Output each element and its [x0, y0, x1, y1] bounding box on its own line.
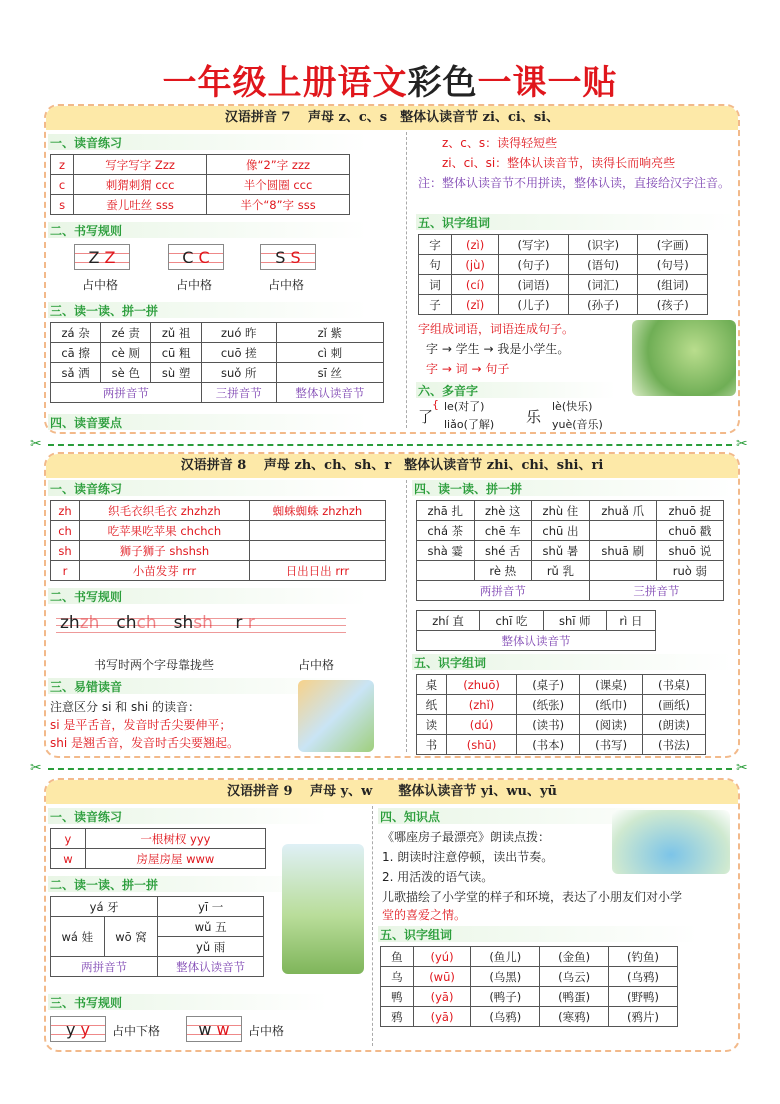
illustration-geese-pond: [612, 810, 730, 874]
rule-text: z、c、s：读得轻短些: [442, 136, 558, 150]
table-cell: 狮子狮子 shshsh: [80, 541, 250, 561]
table-cell: shuā 刷: [589, 541, 656, 561]
table-cell: (cí): [452, 275, 499, 295]
table-cell: 半个“8”字 sss: [207, 195, 350, 215]
table-cell: 书: [417, 735, 447, 755]
table-cell: ch: [51, 521, 80, 541]
poly-char: 乐: [526, 408, 542, 426]
table-cell: zhè 这: [474, 501, 532, 521]
table-cell: (书写): [580, 735, 643, 755]
table-cell: zhù 住: [532, 501, 590, 521]
table-row: [51, 175, 350, 195]
subheading: 四、知识点: [378, 808, 698, 824]
words-table: [380, 946, 678, 1027]
writing-box: y y: [50, 1016, 106, 1042]
subheading: 三、易错读音: [48, 678, 368, 694]
table-cell: 一根树杈 yyy: [85, 829, 265, 849]
table-row: [51, 561, 386, 581]
table-cell: (zì): [452, 235, 499, 255]
writing-note: 占中格: [298, 658, 335, 672]
note-text: 字 → 学生 → 我是小学生。: [426, 342, 570, 356]
table-row: [51, 383, 384, 403]
table-cell: [589, 561, 656, 581]
table-cell: (纸巾): [580, 695, 643, 715]
table-cell: (句号): [638, 255, 708, 275]
table-cell: (鸭蛋): [540, 987, 609, 1007]
table-cell: 整体认读音节: [158, 957, 264, 977]
poly-reading: liǎo(了解): [444, 418, 495, 431]
table-row: [51, 155, 350, 175]
table-row: [417, 541, 724, 561]
table-cell: chá 茶: [417, 521, 475, 541]
writing-label: 占中格: [82, 278, 119, 292]
subheading: 二、书写规则: [48, 222, 368, 238]
table-cell: (组词): [638, 275, 708, 295]
table-cell: chuō 戳: [656, 521, 723, 541]
table-cell: 桌: [417, 675, 447, 695]
poly-reading: le(对了): [444, 400, 485, 413]
subheading: 二、书写规则: [48, 588, 368, 604]
table-cell: (yú): [413, 947, 471, 967]
scissors-icon: ✂: [30, 436, 42, 452]
rule-text: zi、ci、si：整体认读音节，读得长而响亮些: [442, 156, 676, 170]
table-cell: (wū): [413, 967, 471, 987]
table-row: [51, 521, 386, 541]
illustration-reading-child: [632, 320, 736, 396]
subheading: 三、读一读、拼一拼: [48, 302, 368, 318]
subheading: 五、识字组词: [378, 926, 698, 942]
table-row: [51, 343, 384, 363]
table-cell: (shū): [446, 735, 516, 755]
section-header: 汉语拼音 7 声母 z、c、s 整体认读音节 zi、ci、si、: [46, 106, 738, 130]
poly-reading: {: [432, 398, 439, 411]
table-cell: chū 出: [532, 521, 590, 541]
table-cell: wá 娃: [51, 917, 105, 957]
table-row: [381, 1007, 678, 1027]
writing-label: 占中格: [248, 1024, 285, 1038]
writing-box: Z Z: [74, 244, 130, 270]
table-cell: [249, 541, 385, 561]
table-row: [51, 897, 264, 917]
writing-box: w w: [186, 1016, 242, 1042]
table-cell: yǔ 雨: [158, 937, 264, 957]
table-cell: zh: [51, 501, 80, 521]
writing-label: 占中下格: [112, 1024, 161, 1038]
table-cell: (语句): [568, 255, 638, 275]
cut-line: [48, 444, 732, 446]
table-row: [381, 947, 678, 967]
reading-table: [50, 154, 350, 215]
table-cell: c: [51, 175, 74, 195]
subheading: 四、读音要点: [48, 414, 368, 430]
table-row: [417, 631, 656, 651]
table-cell: (鸦片): [609, 1007, 678, 1027]
table-cell: zé 责: [101, 323, 151, 343]
tip-text: 《哪座房子最漂亮》朗读点拨：: [382, 830, 551, 844]
reading-table: [50, 500, 386, 581]
table-row: [51, 957, 264, 977]
table-cell: 纸: [417, 695, 447, 715]
table-cell: zhā 扎: [417, 501, 475, 521]
table-cell: (写字): [499, 235, 569, 255]
table-cell: shī 师: [543, 611, 606, 631]
table-cell: (书法): [643, 735, 706, 755]
writing-sample: zhzh chch shsh r r: [60, 613, 255, 633]
table-cell: (zhuō): [446, 675, 516, 695]
table-row: [417, 561, 724, 581]
table-cell: 鱼: [381, 947, 414, 967]
section-pinyin-7: [44, 104, 740, 434]
note-text: 字组成词语，词语连成句子。: [418, 322, 575, 336]
subheading: 四、读一读、拼一拼: [412, 480, 732, 496]
subheading: 一、读音练习: [48, 480, 368, 496]
section-header: 汉语拼音 8 声母 zh、ch、sh、r 整体认读音节 zhi、chi、shi、ri: [46, 454, 738, 478]
table-cell: (桌子): [517, 675, 580, 695]
table-cell: sè 色: [101, 363, 151, 383]
table-cell: (乌鸦): [609, 967, 678, 987]
table-cell: (jù): [452, 255, 499, 275]
table-cell: (金鱼): [540, 947, 609, 967]
table-cell: 三拼音节: [589, 581, 723, 601]
table-row: [419, 295, 708, 315]
table-row: [417, 501, 724, 521]
table-row: [419, 235, 708, 255]
table-cell: shuō 说: [656, 541, 723, 561]
cut-line: [48, 768, 732, 770]
table-cell: cū 粗: [151, 343, 202, 363]
table-cell: 句: [419, 255, 452, 275]
table-cell: suǒ 所: [201, 363, 276, 383]
table-cell: 半个圆圈 ccc: [207, 175, 350, 195]
tip-text: 1. 朗读时注意停顿，读出节奏。: [382, 850, 554, 864]
subheading: 一、读音练习: [48, 134, 368, 150]
table-row: [417, 695, 706, 715]
table-cell: (词汇): [568, 275, 638, 295]
section-pinyin-8: [44, 452, 740, 758]
rule-note: 注：整体认读音节不用拼读，整体认读，直接给汉字注音。: [418, 176, 731, 190]
table-cell: cì 刺: [276, 343, 383, 363]
table-cell: 两拼音节: [51, 957, 158, 977]
writing-box: S S: [260, 244, 316, 270]
section-header: 汉语拼音 9 声母 y、w 整体认读音节 yi、wu、yū: [46, 780, 738, 804]
table-cell: 读: [417, 715, 447, 735]
tip-text: 儿歌描绘了小学堂的样子和环境，表达了小朋友们对小学: [382, 890, 683, 904]
spell-table: [50, 896, 264, 977]
table-row: [51, 501, 386, 521]
table-cell: rè 热: [474, 561, 532, 581]
table-cell: 整体认读音节: [417, 631, 656, 651]
table-cell: (鸭子): [471, 987, 540, 1007]
table-row: [381, 967, 678, 987]
subheading: 一、读音练习: [48, 808, 328, 824]
table-cell: wō 窝: [104, 917, 158, 957]
illustration-village: [282, 844, 364, 974]
table-cell: 吃苹果吃苹果 chchch: [80, 521, 250, 541]
words-table: [418, 234, 708, 315]
table-cell: 整体认读音节: [276, 383, 383, 403]
table-row: [51, 917, 264, 937]
table-cell: sǎ 洒: [51, 363, 101, 383]
table-row: [419, 255, 708, 275]
table-cell: 两拼音节: [51, 383, 202, 403]
subheading: 二、读一读、拼一拼: [48, 876, 328, 892]
table-cell: (野鸭): [609, 987, 678, 1007]
writing-box: C C: [168, 244, 224, 270]
writing-label: 占中格: [176, 278, 213, 292]
table-cell: chī 吃: [480, 611, 544, 631]
scissors-icon: ✂: [736, 760, 748, 776]
table-cell: 鸦: [381, 1007, 414, 1027]
table-cell: (鱼儿): [471, 947, 540, 967]
table-cell: 鸭: [381, 987, 414, 1007]
table-cell: 蚕儿吐丝 sss: [74, 195, 207, 215]
table-row: [51, 541, 386, 561]
table-cell: (句子): [499, 255, 569, 275]
section-pinyin-9: [44, 778, 740, 1052]
table-cell: wǔ 五: [158, 917, 264, 937]
tip-text: 堂的喜爱之情。: [382, 908, 467, 922]
table-cell: 写字写字 Zzz: [74, 155, 207, 175]
table-cell: r: [51, 561, 80, 581]
table-cell: [589, 521, 656, 541]
table-cell: (书本): [517, 735, 580, 755]
table-cell: shǔ 暑: [532, 541, 590, 561]
writing-label: 占中格: [268, 278, 305, 292]
spell-table: [50, 322, 384, 403]
table-cell: 三拼音节: [201, 383, 276, 403]
table-cell: zuó 昨: [201, 323, 276, 343]
table-cell: cuō 搓: [201, 343, 276, 363]
table-cell: sh: [51, 541, 80, 561]
table-cell: yī 一: [158, 897, 264, 917]
table-cell: shà 霎: [417, 541, 475, 561]
note-text: 字 → 词 → 句子: [426, 362, 510, 376]
table-row: [417, 581, 724, 601]
table-cell: (画纸): [643, 695, 706, 715]
table-cell: zǐ 紫: [276, 323, 383, 343]
table-cell: cè 厕: [101, 343, 151, 363]
tip-text: 2. 用活泼的语气读。: [382, 870, 494, 884]
table-cell: zǔ 祖: [151, 323, 202, 343]
table-cell: (词语): [499, 275, 569, 295]
table-cell: 两拼音节: [417, 581, 590, 601]
table-cell: 像“2”字 zzz: [207, 155, 350, 175]
table-row: [51, 323, 384, 343]
table-cell: (孙子): [568, 295, 638, 315]
table-cell: (乌云): [540, 967, 609, 987]
tip-text: shi 是翘舌音，发音时舌尖要翘起。: [50, 736, 240, 750]
poly-reading: yuè(音乐): [552, 418, 603, 431]
table-cell: (孩子): [638, 295, 708, 315]
table-cell: (zǐ): [452, 295, 499, 315]
table-cell: (识字): [568, 235, 638, 255]
table-cell: (儿子): [499, 295, 569, 315]
table-row: [51, 849, 266, 869]
table-cell: (课桌): [580, 675, 643, 695]
reading-table: [50, 828, 266, 869]
table-cell: w: [51, 849, 86, 869]
subheading: 三、书写规则: [48, 994, 328, 1010]
table-cell: (乌鸦): [471, 1007, 540, 1027]
tip-text: 注意区分 si 和 shi 的读音：: [50, 700, 201, 714]
table-cell: 房屋房屋 www: [85, 849, 265, 869]
spell-table-2: [416, 610, 656, 651]
table-cell: 子: [419, 295, 452, 315]
illustration-zh-ch-sh: [298, 680, 374, 752]
table-row: [51, 195, 350, 215]
scissors-icon: ✂: [736, 436, 748, 452]
table-cell: (yā): [413, 1007, 471, 1027]
table-cell: chē 车: [474, 521, 532, 541]
table-cell: (yā): [413, 987, 471, 1007]
table-cell: sù 塑: [151, 363, 202, 383]
table-row: [417, 675, 706, 695]
table-cell: rǔ 乳: [532, 561, 590, 581]
table-cell: (读书): [517, 715, 580, 735]
table-row: [417, 611, 656, 631]
words-table: [416, 674, 706, 755]
table-cell: 蜘蛛蜘蛛 zhzhzh: [249, 501, 385, 521]
table-cell: (zhǐ): [446, 695, 516, 715]
table-cell: 乌: [381, 967, 414, 987]
table-cell: s: [51, 195, 74, 215]
table-cell: (乌黑): [471, 967, 540, 987]
table-cell: [249, 521, 385, 541]
table-cell: sī 丝: [276, 363, 383, 383]
table-cell: 字: [419, 235, 452, 255]
table-cell: 日出日出 rrr: [249, 561, 385, 581]
table-cell: zhuǎ 爪: [589, 501, 656, 521]
table-cell: cā 擦: [51, 343, 101, 363]
table-cell: [417, 561, 475, 581]
table-row: [419, 275, 708, 295]
subheading: 五、识字组词: [412, 654, 732, 670]
table-row: [381, 987, 678, 1007]
table-cell: zhuō 捉: [656, 501, 723, 521]
table-cell: (阅读): [580, 715, 643, 735]
table-cell: 刺猬刺猬 ccc: [74, 175, 207, 195]
table-row: [417, 735, 706, 755]
table-cell: (书桌): [643, 675, 706, 695]
table-cell: z: [51, 155, 74, 175]
table-row: [51, 363, 384, 383]
table-cell: (字画): [638, 235, 708, 255]
scissors-icon: ✂: [30, 760, 42, 776]
table-cell: zá 杂: [51, 323, 101, 343]
table-row: [417, 521, 724, 541]
table-cell: (朗读): [643, 715, 706, 735]
table-cell: 词: [419, 275, 452, 295]
table-cell: 织毛衣织毛衣 zhzhzh: [80, 501, 250, 521]
table-cell: (dú): [446, 715, 516, 735]
table-row: [51, 829, 266, 849]
spell-table: [416, 500, 724, 601]
table-cell: yá 牙: [51, 897, 158, 917]
subheading: 五、识字组词: [416, 214, 736, 230]
table-cell: y: [51, 829, 86, 849]
table-cell: 小苗发芽 rrr: [80, 561, 250, 581]
table-cell: zhí 直: [417, 611, 480, 631]
table-cell: (钓鱼): [609, 947, 678, 967]
table-row: [417, 715, 706, 735]
poly-reading: lè(快乐): [552, 400, 593, 413]
writing-note: 书写时两个字母靠拢些: [94, 658, 215, 672]
table-cell: ruò 弱: [656, 561, 723, 581]
table-cell: (寒鸦): [540, 1007, 609, 1027]
tip-text: si 是平舌音，发音时舌尖要伸平；: [50, 718, 232, 732]
table-cell: rì 日: [606, 611, 655, 631]
page-title: 一年级上册语文彩色一课一贴: [162, 63, 618, 103]
subheading: 六、多音字: [416, 382, 616, 398]
table-cell: (纸张): [517, 695, 580, 715]
table-cell: shé 舌: [474, 541, 532, 561]
poly-char: 了: [418, 408, 434, 426]
